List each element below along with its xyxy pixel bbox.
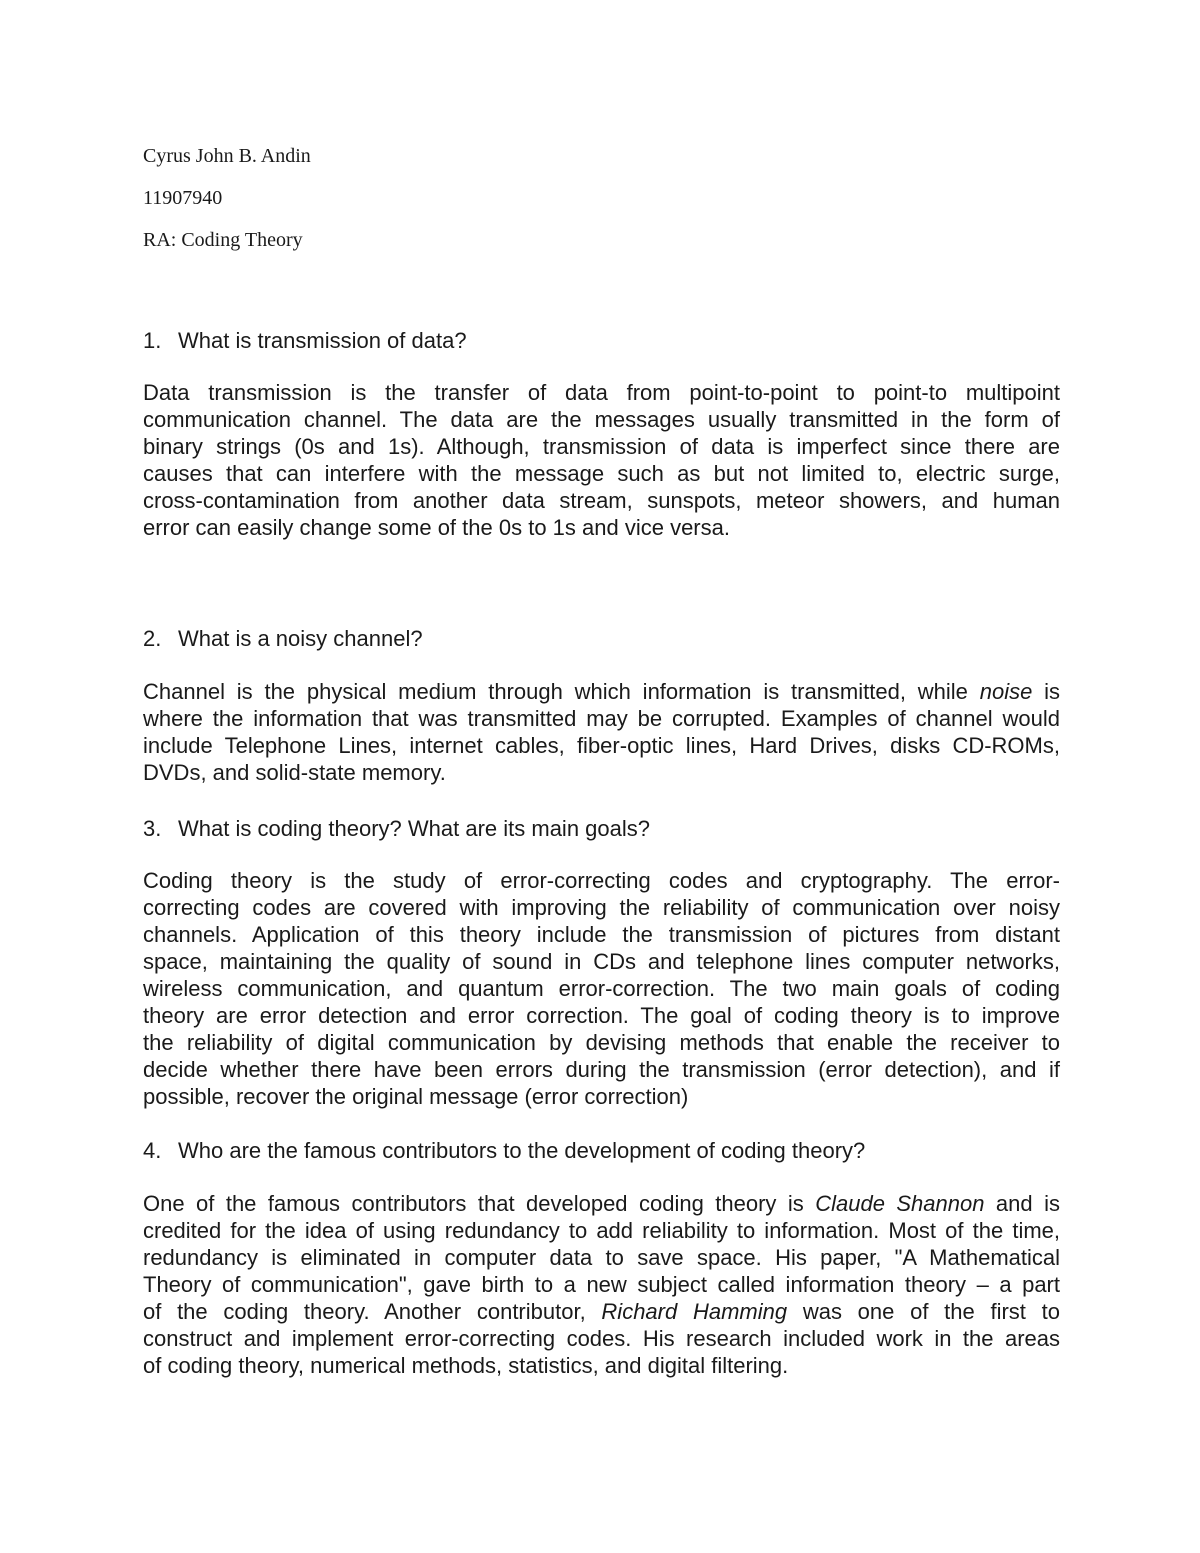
text-run: of the coding theory. Another contributor, <box>143 1299 602 1324</box>
text-run: was one of the first to <box>787 1299 1060 1324</box>
question-4 <box>143 1138 865 1164</box>
text-run: Channel is the physical medium through which information is transmitted, while <box>143 679 980 704</box>
question-text: What is coding theory? What are its main goals? <box>178 816 651 841</box>
answer-line: theory are error detection and error correction. The goal of coding theory is to improve <box>143 1003 1060 1028</box>
question-text: What is a noisy channel? <box>178 626 423 651</box>
answer-line: Data transmission is the transfer of data from point-to-point to point-to multipoint <box>143 380 1060 405</box>
answer-line: include Telephone Lines, internet cables, fiber-optic lines, Hard Drives, disks CD-ROMs, <box>143 733 1060 758</box>
student-name: Cyrus John B. Andin <box>143 145 311 167</box>
answer-line: Theory of communication", gave birth to a new subject called information theory – a part <box>143 1272 1060 1297</box>
answer-line: error can easily change some of the 0s to 1s and vice versa. <box>143 515 730 540</box>
question-number: 1. <box>143 328 162 353</box>
answer-line <box>143 1298 1060 1325</box>
answer-line: possible, recover the original message (error correction) <box>143 1084 689 1109</box>
answer-line: construct and implement error-correcting codes. His research included work in the areas <box>143 1326 1060 1351</box>
question-number: 2. <box>143 626 162 651</box>
answer-line: of coding theory, numerical methods, statistics, and digital filtering. <box>143 1353 789 1378</box>
question-3 <box>143 816 650 842</box>
question-text: Who are the famous contributors to the development of coding theory? <box>178 1138 866 1163</box>
answer-line: cross-contamination from another data stream, sunspots, meteor showers, and human <box>143 488 1060 513</box>
answer-3 <box>143 867 1060 1110</box>
answer-line: causes that can interfere with the message such as but not limited to, electric surge, <box>143 461 1060 486</box>
answer-line: Coding theory is the study of error-correcting codes and cryptography. The error- <box>143 868 1060 893</box>
question-text: What is transmission of data? <box>178 328 467 353</box>
answer-line: redundancy is eliminated in computer data to save space. His paper, "A Mathematical <box>143 1245 1060 1270</box>
answer-line: channels. Application of this theory include the transmission of pictures from distant <box>143 922 1060 947</box>
answer-line: decide whether there have been errors during the transmission (error detection), and if <box>143 1057 1060 1082</box>
answer-2 <box>143 678 1060 786</box>
text-run: One of the famous contributors that developed coding theory is <box>143 1191 816 1216</box>
answer-line: wireless communication, and quantum error-correction. The two main goals of coding <box>143 976 1060 1001</box>
italic-term: noise <box>979 679 1033 704</box>
answer-line <box>143 678 1060 705</box>
answer-line: DVDs, and solid-state memory. <box>143 760 446 785</box>
question-number: 3. <box>143 816 162 841</box>
question-2 <box>143 626 423 652</box>
question-number: 4. <box>143 1138 162 1163</box>
italic-term: Claude Shannon <box>815 1191 985 1216</box>
text-run: and is <box>984 1191 1060 1216</box>
answer-line: space, maintaining the quality of sound in CDs and telephone lines computer networks, <box>143 949 1060 974</box>
answer-line: binary strings (0s and 1s). Although, transmission of data is imperfect since there are <box>143 434 1060 459</box>
answer-4 <box>143 1190 1060 1379</box>
answer-1 <box>143 379 1060 541</box>
answer-line: communication channel. The data are the messages usually transmitted in the form of <box>143 407 1060 432</box>
answer-line: credited for the idea of using redundancy to add reliability to information. Most of the time, <box>143 1218 1060 1243</box>
answer-line: the reliability of digital communication by devising methods that enable the receiver to <box>143 1030 1060 1055</box>
answer-line: where the information that was transmitted may be corrupted. Examples of channel would <box>143 706 1060 731</box>
answer-line <box>143 1190 1060 1217</box>
answer-line: correcting codes are covered with improving the reliability of communication over noisy <box>143 895 1060 920</box>
text-run: is <box>1032 679 1061 704</box>
italic-term: Richard Hamming <box>601 1299 788 1324</box>
question-1 <box>143 328 467 354</box>
assignment-title: RA: Coding Theory <box>143 229 303 251</box>
student-id: 11907940 <box>143 187 223 209</box>
